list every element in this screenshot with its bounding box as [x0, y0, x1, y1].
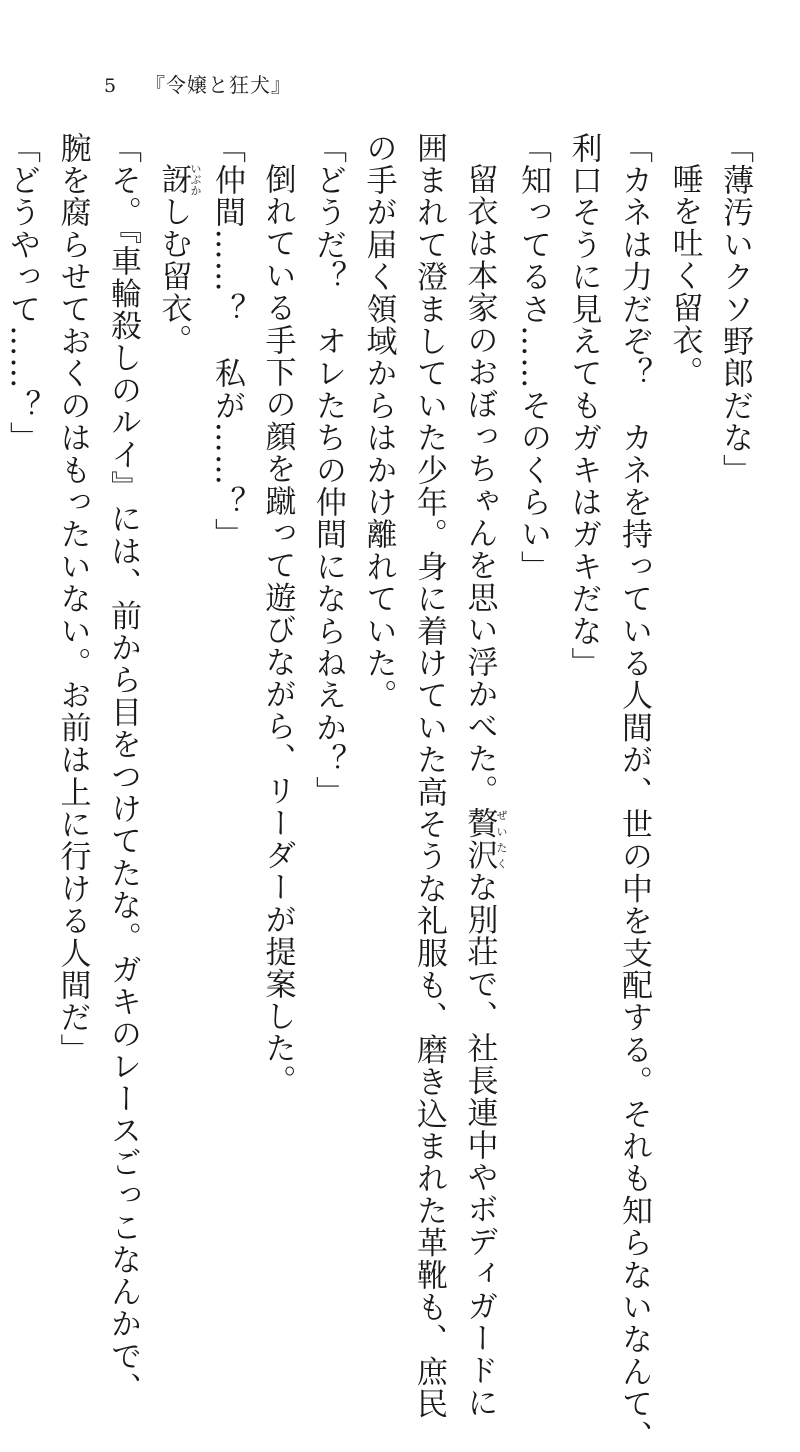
text-line: 腕を腐らせておくのはもったいない。お前は上に行ける人間だ」	[54, 132, 91, 1066]
line-text-tail: な別荘で、社長連中やボディガードに	[461, 871, 498, 1419]
line-text: 留衣は本家のおぼっちゃんを思い浮かべた。	[461, 163, 498, 807]
text-line: の手が届く領域からはかけ離れていた。	[360, 132, 397, 712]
running-title: 『令嬢と狂犬』	[145, 73, 292, 97]
text-line: 唾を吐く留衣。	[666, 163, 703, 389]
text-line: 「カネは力だぞ？ カネを持っている人間が、世の中を支配する。それも知らないなんて、	[616, 132, 652, 1452]
text-line	[454, 132, 508, 1419]
ruby-reading: ぜいたく	[495, 807, 508, 872]
ruby-word	[155, 163, 202, 196]
text-line: 「そ。『車輪殺しのルイ』には、前から目をつけてたな。ガキのレースごっこなんかで、	[105, 132, 141, 1405]
text-line: 倒れている手下の顔を蹴って遊びながら、リーダーが提案した。	[259, 163, 296, 1097]
ruby-word	[461, 807, 508, 872]
body-text	[0, 132, 760, 1452]
text-line	[148, 132, 202, 1122]
text-line: 囲まれて澄ましていた少年。身に着けていた高そうな礼服も、磨き込まれた革靴も、庶民	[411, 132, 447, 1421]
text-line: 利口そうに見えてもガキはガキだな」	[565, 132, 602, 680]
page-number: 5	[104, 75, 117, 97]
ruby-reading: いぶか	[189, 163, 202, 196]
text-line: 「どうやって……？」	[4, 132, 40, 454]
text-line: 「知ってるさ……そのくらい」	[515, 132, 551, 583]
ruby-base: 訝	[155, 163, 192, 196]
text-line: 「どうだ？ オレたちの仲間にならねえか？」	[310, 132, 346, 809]
text-line: 「薄汚いクソ野郎だな」	[717, 132, 753, 487]
line-text-tail: しむ留衣。	[155, 195, 192, 357]
ruby-base: 贅沢	[461, 807, 498, 872]
text-line: 「仲間……？ 私が……？」	[209, 132, 245, 551]
